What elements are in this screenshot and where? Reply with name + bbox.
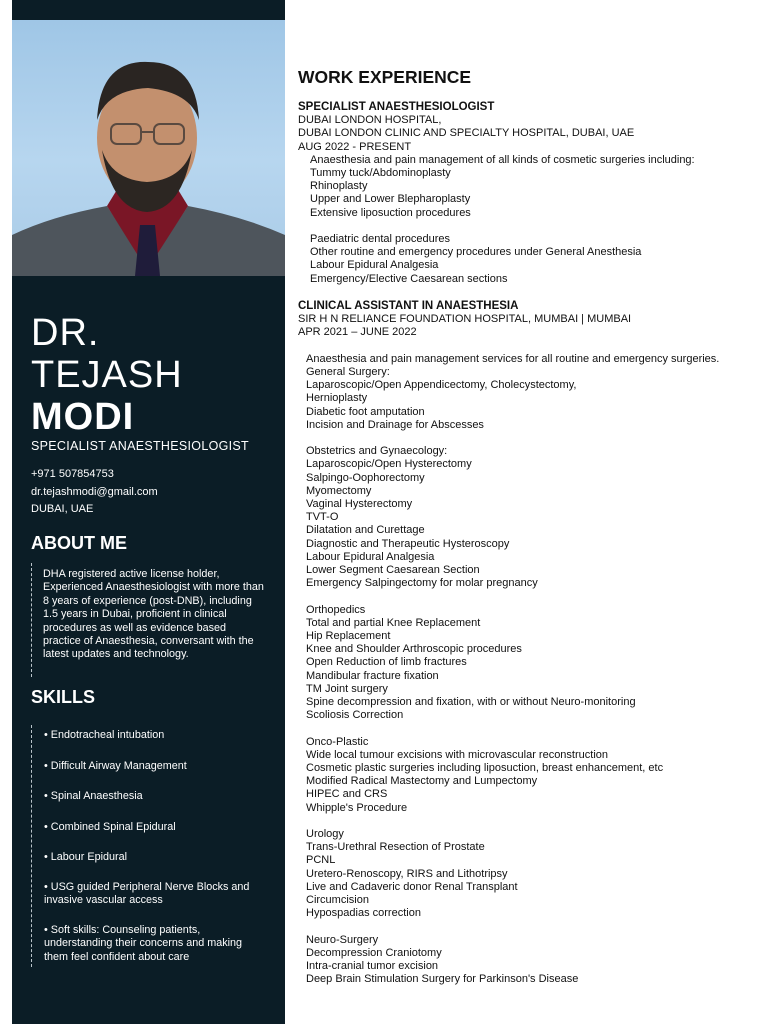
detail-line: Diabetic foot amputation: [306, 405, 425, 418]
detail-line: PCNL: [306, 854, 336, 867]
detail-line: Knee and Shoulder Arthroscopic procedures: [306, 643, 522, 656]
skill-item: • Soft skills: Counseling patients, understanding their concerns and making them feel confident about care: [44, 924, 243, 963]
detail-line: TM Joint surgery: [306, 682, 388, 695]
detail-line: Wide local tumour excisions with microvascular reconstruction: [306, 748, 608, 761]
sidebar: [12, 0, 285, 1024]
skills-list: [31, 725, 273, 967]
job-header: [298, 114, 695, 154]
phone-number: +971 507854753: [31, 468, 114, 480]
detail-line: Emergency/Elective Caesarean sections: [310, 272, 508, 285]
work-experience-heading: WORK EXPERIENCE: [298, 67, 472, 87]
detail-line: Laparoscopic/Open Appendicectomy, Cholecystectomy,: [306, 379, 577, 392]
spacer: [298, 590, 719, 603]
detail-line: Other routine and emergency procedures under General Anesthesia: [310, 246, 642, 259]
detail-line: Rhinoplasty: [310, 180, 368, 193]
detail-line: Whipple's Procedure: [306, 801, 408, 814]
detail-line: Laparoscopic/Open Hysterectomy: [306, 458, 472, 471]
job-entry: [298, 300, 719, 986]
location: DUBAI, UAE: [31, 503, 94, 515]
detail-line: SIR H N RELIANCE FOUNDATION HOSPITAL, MUMBAI | MUMBAI: [298, 313, 632, 326]
detail-line: DUBAI LONDON CLINIC AND SPECIALTY HOSPITAL, DUBAI, UAE: [298, 127, 635, 140]
skill-item: • Difficult Airway Management: [44, 760, 187, 772]
detail-line: AUG 2022 - PRESENT: [298, 140, 412, 153]
detail-line: Lower Segment Caesarean Section: [306, 564, 480, 577]
spacer: [298, 432, 719, 445]
detail-line: Spine decompression and fixation, with or without Neuro-monitoring: [306, 696, 636, 709]
name-prefix: DR.: [31, 312, 100, 354]
job-role: CLINICAL ASSISTANT IN ANAESTHESIA: [298, 300, 519, 312]
detail-line: Open Reduction of limb fractures: [306, 656, 467, 669]
contact-info: [31, 468, 158, 521]
detail-line: APR 2021 – JUNE 2022: [298, 326, 417, 339]
detail-line: Decompression Craniotomy: [306, 946, 442, 959]
first-name: TEJASH: [31, 354, 183, 396]
detail-line: Circumcision: [306, 894, 369, 907]
spacer: [298, 815, 719, 828]
detail-line: Obstetrics and Gynaecology:: [306, 445, 448, 458]
detail-line: Live and Cadaveric donor Renal Transplant: [306, 880, 518, 893]
skill-item: • Combined Spinal Epidural: [44, 821, 176, 833]
detail-line: Trans-Urethral Resection of Prostate: [306, 841, 485, 854]
detail-line: Mandibular fracture fixation: [306, 669, 439, 682]
detail-line: Anaesthesia and pain management of all kinds of cosmetic surgeries including:: [310, 153, 695, 166]
detail-line: Anaesthesia and pain management services for all routine and emergency surgeries.: [306, 352, 720, 365]
detail-line: Neuro-Surgery: [306, 933, 379, 946]
detail-line: Onco-Plastic: [306, 735, 369, 748]
detail-line: Salpingo-Oophorectomy: [306, 471, 425, 484]
last-name: MODI: [31, 396, 135, 438]
detail-line: Deep Brain Stimulation Surgery for Parkinson's Disease: [306, 973, 579, 986]
detail-line: Dilatation and Curettage: [306, 524, 425, 537]
skill-item: • Labour Epidural: [44, 851, 128, 863]
detail-line: Labour Epidural Analgesia: [310, 259, 439, 272]
detail-line: Modified Radical Mastectomy and Lumpectomy: [306, 775, 538, 788]
detail-line: Hip Replacement: [306, 630, 391, 643]
about-text: DHA registered active license holder, Experienced Anaesthesiologist with more than 8 years of experience (post-DNB), including 1.5 years in Dubai, proficient in clinical procedures as well as evidence based practice of Anaesthesia, conversant with the latest updates and technology.: [43, 568, 264, 661]
job-details: [298, 154, 695, 286]
profile-photo: [12, 20, 285, 276]
skill-item: • Spinal Anaesthesia: [44, 790, 143, 802]
detail-line: Urology: [306, 828, 344, 841]
detail-line: Vaginal Hysterectomy: [306, 498, 413, 511]
job-header: [298, 313, 719, 339]
detail-line: Tummy tuck/Abdominoplasty: [310, 167, 451, 180]
spacer: [298, 920, 719, 933]
job-role: SPECIALIST ANAESTHESIOLOGIST: [298, 101, 495, 113]
detail-line: Intra-cranial tumor excision: [306, 960, 439, 973]
skill-item: • USG guided Peripheral Nerve Blocks and invasive vascular access: [44, 881, 250, 907]
detail-line: Myomectomy: [306, 484, 372, 497]
detail-line: Uretero-Renoscopy, RIRS and Lithotripsy: [306, 867, 508, 880]
detail-line: Emergency Salpingectomy for molar pregnancy: [306, 577, 538, 590]
detail-line: Diagnostic and Therapeutic Hysteroscopy: [306, 537, 510, 550]
detail-line: Upper and Lower Blepharoplasty: [310, 193, 471, 206]
job-title: SPECIALIST ANAESTHESIOLOGIST: [31, 439, 249, 453]
detail-line: DUBAI LONDON HOSPITAL,: [298, 114, 442, 127]
detail-line: Paediatric dental procedures: [310, 233, 451, 246]
full-name: [31, 312, 183, 438]
detail-line: Extensive liposuction procedures: [310, 206, 471, 219]
detail-line: Incision and Drainage for Abscesses: [306, 418, 484, 431]
skill-item: • Endotracheal intubation: [44, 729, 165, 741]
detail-line: Cosmetic plastic surgeries including liposuction, breast enhancement, etc: [306, 762, 664, 775]
detail-line: Total and partial Knee Replacement: [306, 616, 481, 629]
email-address: dr.tejashmodi@gmail.com: [31, 485, 158, 498]
job-details: [298, 340, 719, 987]
spacer: [298, 340, 719, 353]
detail-line: General Surgery:: [306, 366, 390, 378]
about-box: [31, 563, 265, 677]
skills-heading: SKILLS: [31, 687, 96, 707]
about-heading: ABOUT ME: [31, 533, 127, 553]
job-entry: [298, 101, 695, 286]
detail-line: Labour Epidural Analgesia: [306, 550, 435, 563]
detail-line: Hernioplasty: [306, 392, 368, 405]
detail-line: TVT-O: [306, 511, 339, 524]
detail-line: Hypospadias correction: [306, 907, 421, 920]
detail-line: HIPEC and CRS: [306, 788, 388, 801]
spacer: [298, 722, 719, 735]
spacer: [298, 220, 695, 233]
detail-line: Orthopedics: [306, 603, 366, 616]
detail-line: Scoliosis Correction: [306, 709, 404, 722]
